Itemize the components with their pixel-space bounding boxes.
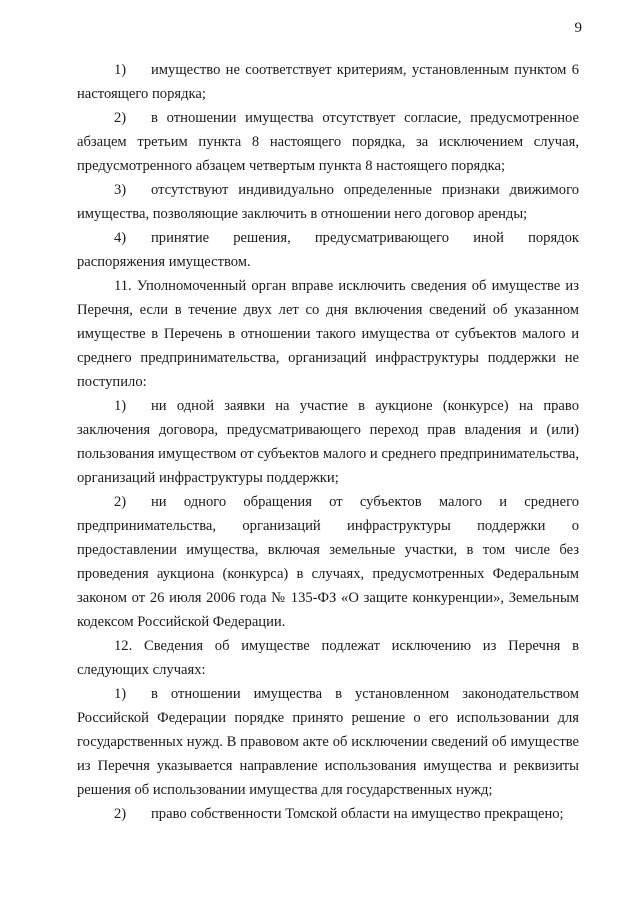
list-item-3 <box>77 178 579 226</box>
item-text: отсутствуют индивидуально определенные признаки движимого имущества, позволяющие заключить в отношении него договор аренды; <box>77 182 579 222</box>
list-item-4 <box>77 226 579 274</box>
item-text: имущество не соответствует критериям, установленным пунктом 6 настоящего порядка; <box>77 62 579 102</box>
list-item-1 <box>77 58 579 106</box>
item-text: ни одного обращения от субъектов малого и среднего предпринимательства, организаций инфраструктуры поддержки о предоставлении имущества, включая земельные участки, в том числе без проведения аукциона (конкурса) в случаях, предусмотренных Федеральным законом от 26 июля 2006 года № 135-ФЗ «О защите конкуренции», Земельным кодексом Российской Федерации. <box>77 494 579 630</box>
clause-text: 11. Уполномоченный орган вправе исключить сведения об имуществе из Перечня, если в течение двух лет со дня включения сведений об указанном имуществе в Перечень в отношении такого имущества от субъектов малого и среднего предпринимательства, организаций инфраструктуры поддержки не поступило: <box>77 278 579 390</box>
item-number: 1) <box>114 686 127 702</box>
list-item-11-1 <box>77 394 579 490</box>
page-number: 9 <box>574 20 582 36</box>
item-number: 2) <box>114 806 127 822</box>
list-item-2 <box>77 106 579 178</box>
item-number: 3) <box>114 182 127 198</box>
list-item-11-2 <box>77 490 579 634</box>
item-text: в отношении имущества отсутствует согласие, предусмотренное абзацем третьим пункта 8 настоящего порядка, за исключением случая, предусмотренного абзацем четвертым пункта 8 настоящего порядка; <box>77 110 579 174</box>
item-text: принятие решения, предусматривающего иной порядок распоряжения имуществом. <box>77 230 579 270</box>
item-number: 1) <box>114 62 127 78</box>
item-text: ни одной заявки на участие в аукционе (конкурсе) на право заключения договора, предусматривающего переход прав владения и (или) пользования имуществом от субъектов малого и среднего предпринимательства, организаций инфраструктуры поддержки; <box>77 398 579 486</box>
item-number: 4) <box>114 230 127 246</box>
clause-11 <box>77 274 579 394</box>
document-body <box>77 58 579 826</box>
item-text: в отношении имущества в установленном законодательством Российской Федерации порядке принято решение о его использовании для государственных нужд. В правовом акте об исключении сведений об имуществе из Перечня указывается направление использования имущества и реквизиты решения об использовании имущества для государственных нужд; <box>77 686 579 798</box>
item-text: право собственности Томской области на имущество прекращено; <box>151 806 564 822</box>
item-number: 2) <box>114 494 127 510</box>
item-number: 2) <box>114 110 127 126</box>
list-item-12-1 <box>77 682 579 802</box>
item-number: 1) <box>114 398 127 414</box>
list-item-12-2 <box>77 802 579 826</box>
clause-text: 12. Сведения об имуществе подлежат исключению из Перечня в следующих случаях: <box>77 638 579 678</box>
clause-12 <box>77 634 579 682</box>
